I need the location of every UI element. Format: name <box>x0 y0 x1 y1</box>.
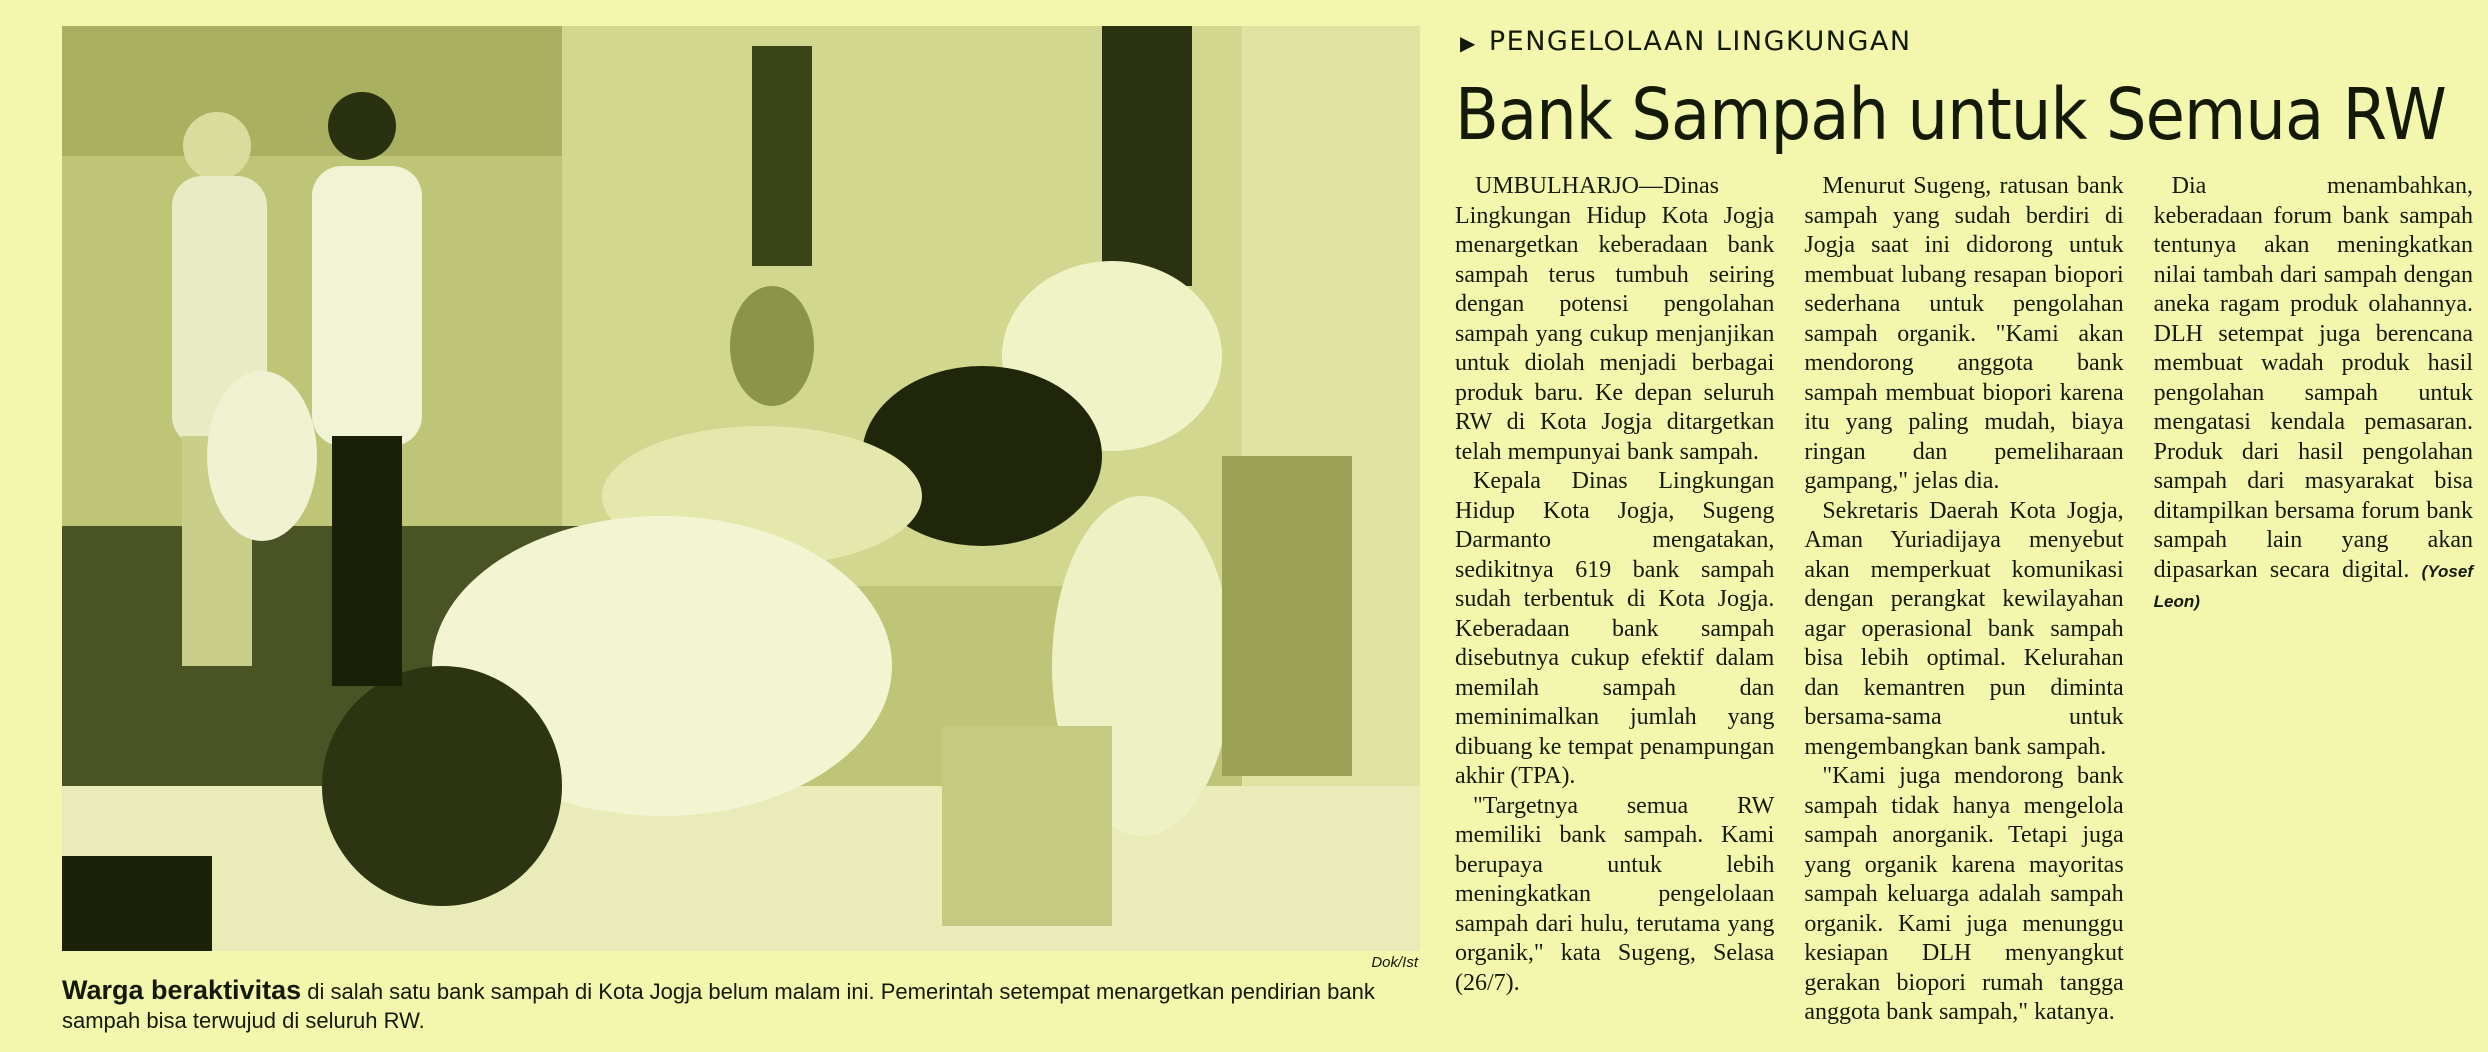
triangle-bullet-icon: ▶ <box>1460 31 1477 55</box>
caption-lead: Warga beraktivitas <box>62 975 302 1005</box>
paragraph-7 <box>2154 172 2473 617</box>
caption-text: di salah satu bank sampah di Kota Jogja belum malam ini. Pemerintah setempat menargetkan pendirian bank sampah bisa terwujud di seluruh RW. <box>62 979 1375 1033</box>
news-photo <box>62 26 1420 951</box>
paragraph-7-text: Dia menambahkan, keberadaan forum bank sampah tentunya akan meningkatkan nilai tambah dari sampah dengan aneka ragam produk olahannya. DLH setempat juga berencana membuat wadah produk hasil pengolahan sampah untuk mengatasi kendala pemasaran. Produk dari hasil pengolahan sampah dari masyarakat bisa ditampilkan bersama forum bank sampah lain yang akan dipasarkan secara digital. <box>2153 173 2473 583</box>
paragraph-3: "Targetnya semua RW memiliki bank sampah. Kami berupaya untuk lebih meningkatkan pengelolaan sampah dari hulu, terutama yang organik," kata Sugeng, Selasa (26/7). <box>1455 792 1775 996</box>
paragraph-2: Kepala Dinas Lingkungan Hidup Kota Jogja, Sugeng Darmanto mengatakan, sedikitnya 619 bank sampah sudah terbentuk di Kota Jogja. Keberadaan bank sampah disebutnya cukup efektif dalam memilah sampah dan meminimalkan jumlah yang dibuang ke tempat penampungan akhir (TPA). <box>1455 468 1775 789</box>
waste-bank-photo <box>62 26 1420 951</box>
paragraph-1: UMBULHARJO—Dinas Lingkungan Hidup Kota Jogja menargetkan keberadaan bank sampah terus tumbuh seiring dengan potensi pengolahan sampah yang cukup menjanjikan untuk diolah menjadi berbagai produk baru. Ke depan seluruh RW di Kota Jogja ditargetkan telah mempunyai bank sampah. <box>1455 173 1775 465</box>
section-kicker <box>1460 26 1912 57</box>
kicker-label: PENGELOLAAN LINGKUNGAN <box>1488 26 1912 57</box>
headline: Bank Sampah untuk Semua RW <box>1455 73 2446 156</box>
paragraph-5: Sekretaris Daerah Kota Jogja, Aman Yuriadijaya menyebut akan memperkuat komunikasi dengan perangkat kewilayahan agar operasional bank sampah bisa lebih optimal. Kelurahan dan kemantren pun diminta bersama-sama untuk mengembangkan bank sampah. <box>1804 497 2124 760</box>
paragraph-6: "Kami juga mendorong bank sampah tidak hanya mengelola sampah anorganik. Tetapi juga yang organik karena mayoritas sampah keluarga adalah sampah organik. Kami juga menunggu kesiapan DLH menyangkut gerakan biopori rumah tangga anggota bank sampah," katanya. <box>1804 763 2124 1025</box>
photo-caption <box>62 976 1432 1035</box>
byline: (Yosef Leon) <box>2153 561 2473 611</box>
paragraph-4: Menurut Sugeng, ratusan bank sampah yang sudah berdiri di Jogja saat ini didorong untuk membuat lubang resapan biopori sederhana untuk pengolahan sampah organik. "Kami akan mendorong anggota bank sampah membuat biopori karena itu yang paling mudah, biaya ringan dan pemeliharaan gampang," jelas dia. <box>1804 173 2124 494</box>
photo-credit: Dok/Ist <box>1371 954 1418 971</box>
article-body <box>1455 172 2473 1032</box>
